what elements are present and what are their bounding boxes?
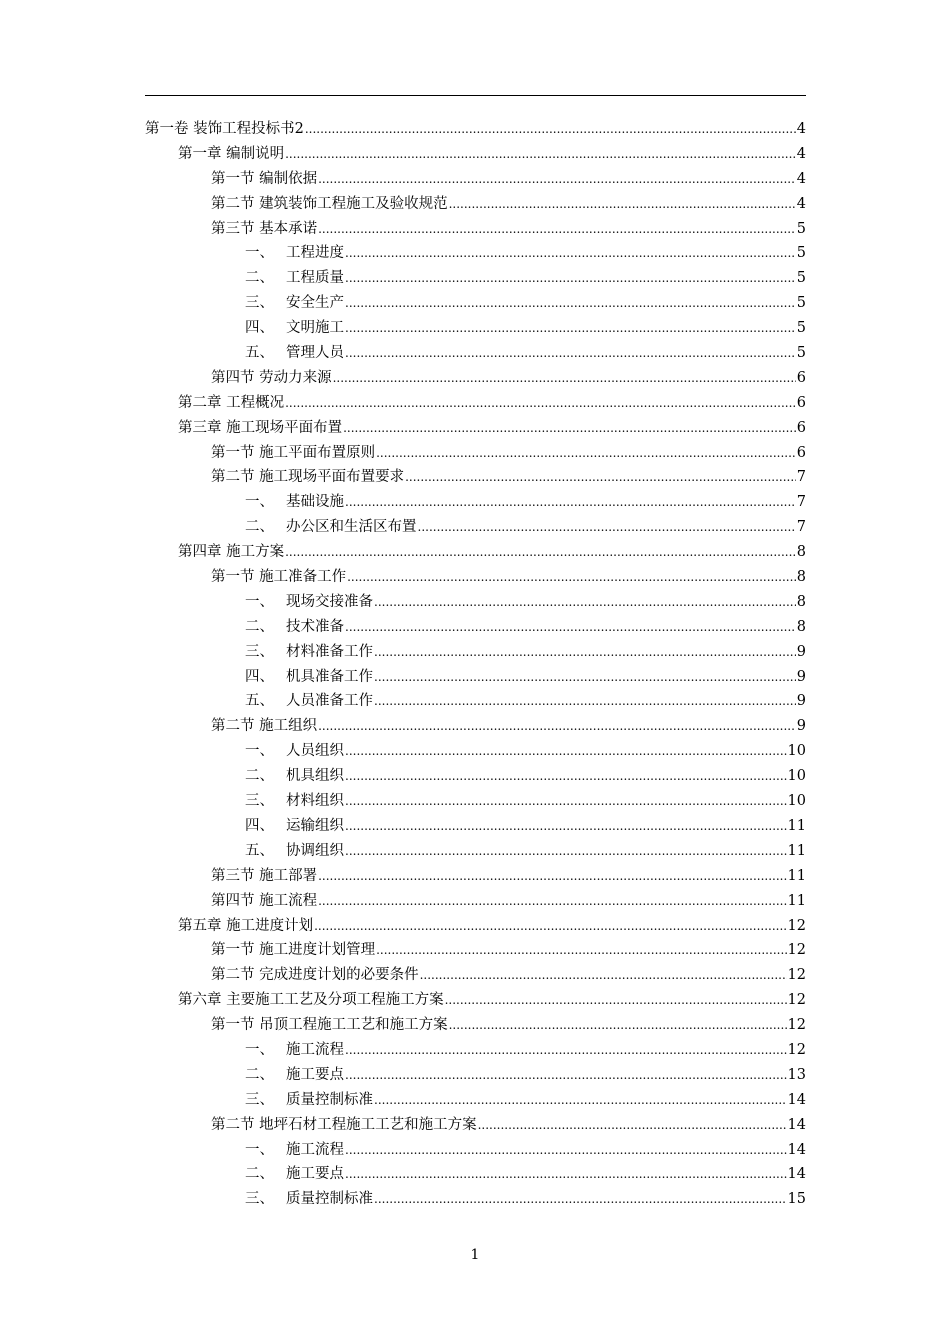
- toc-dot-leader: [374, 640, 796, 665]
- toc-entry-number: 三、: [245, 793, 274, 810]
- toc-entry-title: 第四节 劳动力来源: [211, 369, 332, 386]
- toc-entry[interactable]: [145, 117, 806, 142]
- header-rule: [145, 95, 806, 96]
- toc-entry-number: 一、: [245, 1041, 274, 1058]
- toc-dot-leader: [374, 1088, 787, 1113]
- toc-dot-leader: [318, 714, 796, 739]
- toc-entry-title: 文明施工: [286, 320, 344, 337]
- toc-dot-leader: [345, 1138, 787, 1163]
- toc-entry-page: 15: [787, 1191, 806, 1208]
- toc-entry-title: 工程质量: [286, 270, 344, 287]
- toc-entry-title: 第二章 工程概况: [178, 394, 285, 411]
- toc-entry-title: 协调组织: [286, 842, 344, 859]
- toc-entry[interactable]: [145, 1088, 806, 1113]
- toc-dot-leader: [345, 764, 787, 789]
- toc-entry-page: 9: [796, 643, 806, 660]
- toc-entry-page: 8: [796, 618, 806, 635]
- toc-entry-page: 10: [787, 768, 806, 785]
- toc-entry-number: 三、: [245, 643, 274, 660]
- toc-entry-page: 6: [796, 369, 806, 386]
- toc-entry-title: 施工要点: [286, 1066, 344, 1083]
- toc-entry[interactable]: [145, 192, 806, 217]
- toc-entry-page: 14: [787, 1141, 806, 1158]
- toc-entry-title: 基础设施: [286, 494, 344, 511]
- toc-entry-title: 第三节 施工部署: [211, 867, 318, 884]
- toc-entry-page: 10: [787, 793, 806, 810]
- toc-entry-title: 第一节 施工平面布置原则: [211, 444, 376, 461]
- toc-dot-leader: [345, 266, 796, 291]
- toc-dot-leader: [374, 689, 796, 714]
- toc-entry-title: 运输组织: [286, 817, 344, 834]
- toc-entry-title: 管理人员: [286, 345, 344, 362]
- toc-dot-leader: [345, 615, 796, 640]
- toc-entry-page: 12: [787, 942, 806, 959]
- toc-dot-leader: [449, 1013, 787, 1038]
- toc-entry-title: 第四节 施工流程: [211, 892, 318, 909]
- toc-entry-page: 5: [796, 345, 806, 362]
- toc-dot-leader: [418, 515, 796, 540]
- toc-entry-number: 一、: [245, 743, 274, 760]
- toc-entry-title: 人员准备工作: [286, 693, 373, 710]
- toc-dot-leader: [345, 814, 787, 839]
- toc-entry-title: 施工要点: [286, 1166, 344, 1183]
- toc-entry[interactable]: [145, 640, 806, 665]
- toc-entry[interactable]: [145, 789, 806, 814]
- toc-dot-leader: [345, 739, 787, 764]
- toc-entry-number: 一、: [245, 593, 274, 610]
- toc-entry[interactable]: [145, 490, 806, 515]
- toc-entry-title: 施工流程: [286, 1041, 344, 1058]
- toc-entry-title: 第三章 施工现场平面布置: [178, 419, 343, 436]
- toc-dot-leader: [285, 142, 796, 167]
- toc-dot-leader: [345, 490, 796, 515]
- toc-entry[interactable]: [145, 1063, 806, 1088]
- toc-entry-number: 二、: [245, 519, 274, 536]
- toc-entry-page: 4: [796, 121, 806, 137]
- toc-entry-title: 第二节 建筑装饰工程施工及验收规范: [211, 195, 448, 212]
- toc-entry[interactable]: [145, 416, 806, 441]
- toc-entry-number: 一、: [245, 1141, 274, 1158]
- toc-dot-leader: [318, 889, 786, 914]
- toc-entry-page: 7: [796, 469, 806, 486]
- toc-entry-title: 第一节 编制依据: [211, 170, 318, 187]
- toc-entry-page: 11: [787, 867, 806, 884]
- toc-entry-title: 材料组织: [286, 793, 344, 810]
- toc-entry[interactable]: [145, 665, 806, 690]
- toc-entry-page: 6: [796, 444, 806, 461]
- toc-entry-page: 4: [796, 195, 806, 212]
- toc-entry-page: 6: [796, 394, 806, 411]
- toc-entry[interactable]: [145, 1162, 806, 1187]
- toc-entry-title: 材料准备工作: [286, 643, 373, 660]
- toc-entry[interactable]: [145, 864, 806, 889]
- toc-entry[interactable]: [145, 714, 806, 739]
- toc-entry[interactable]: [145, 1038, 806, 1063]
- toc-entry-title: 第一节 施工进度计划管理: [211, 942, 376, 959]
- toc-entry-page: 5: [796, 245, 806, 262]
- toc-entry-number: 三、: [245, 1191, 274, 1208]
- toc-dot-leader: [376, 938, 786, 963]
- toc-entry-title: 第五章 施工进度计划: [178, 917, 314, 934]
- toc-dot-leader: [405, 465, 796, 490]
- toc-entry-number: 四、: [245, 668, 274, 685]
- toc-entry-title: 第六章 主要施工工艺及分项工程施工方案: [178, 992, 444, 1009]
- toc-entry[interactable]: [145, 515, 806, 540]
- toc-entry[interactable]: [145, 839, 806, 864]
- toc-dot-leader: [347, 565, 796, 590]
- toc-entry[interactable]: [145, 316, 806, 341]
- toc-dot-leader: [305, 117, 796, 142]
- toc-entry-title: 办公区和生活区布置: [286, 519, 417, 536]
- toc-entry-title: 技术准备: [286, 618, 344, 635]
- toc-entry-number: 五、: [245, 345, 274, 362]
- toc-entry-number: 一、: [245, 245, 274, 262]
- toc-entry-number: 四、: [245, 320, 274, 337]
- toc-entry[interactable]: [145, 217, 806, 242]
- toc-entry-title: 第二节 完成进度计划的必要条件: [211, 967, 419, 984]
- toc-entry-number: 五、: [245, 693, 274, 710]
- toc-dot-leader: [345, 341, 796, 366]
- toc-entry[interactable]: [145, 739, 806, 764]
- toc-dot-leader: [345, 1038, 787, 1063]
- toc-entry-page: 7: [796, 494, 806, 511]
- toc-entry-page: 8: [796, 569, 806, 586]
- toc-entry[interactable]: [145, 465, 806, 490]
- toc-entry-page: 14: [787, 1166, 806, 1183]
- toc-entry[interactable]: [145, 914, 806, 939]
- toc-entry-title: 第二节 施工现场平面布置要求: [211, 469, 405, 486]
- toc-entry[interactable]: [145, 540, 806, 565]
- toc-entry[interactable]: [145, 1187, 806, 1212]
- toc-entry-page: 12: [787, 992, 806, 1009]
- toc-dot-leader: [343, 416, 796, 441]
- toc-dot-leader: [345, 316, 796, 341]
- toc-entry-page: 8: [796, 544, 806, 561]
- toc-dot-leader: [449, 192, 796, 217]
- toc-entry-title: 第一卷 装饰工程投标书2: [145, 121, 304, 137]
- toc-entry[interactable]: [145, 938, 806, 963]
- toc-dot-leader: [345, 241, 796, 266]
- toc-entry[interactable]: [145, 963, 806, 988]
- toc-entry-page: 7: [796, 519, 806, 536]
- toc-entry[interactable]: [145, 615, 806, 640]
- toc-entry-page: 10: [787, 743, 806, 760]
- toc-entry-title: 施工流程: [286, 1141, 344, 1158]
- toc-entry[interactable]: [145, 565, 806, 590]
- toc-entry-title: 第三节 基本承诺: [211, 220, 318, 237]
- toc-entry[interactable]: [145, 590, 806, 615]
- toc-entry-title: 第一节 吊顶工程施工工艺和施工方案: [211, 1017, 448, 1034]
- toc-dot-leader: [374, 665, 796, 690]
- toc-entry-page: 5: [796, 270, 806, 287]
- toc-entry[interactable]: [145, 689, 806, 714]
- toc-entry[interactable]: [145, 814, 806, 839]
- toc-dot-leader: [420, 963, 787, 988]
- toc-dot-leader: [345, 291, 796, 316]
- toc-dot-leader: [345, 839, 787, 864]
- table-of-contents: [145, 117, 806, 1212]
- toc-entry-number: 二、: [245, 1066, 274, 1083]
- toc-dot-leader: [333, 366, 796, 391]
- toc-entry[interactable]: [145, 167, 806, 192]
- toc-entry-page: 8: [796, 593, 806, 610]
- toc-entry-page: 6: [796, 419, 806, 436]
- toc-entry-title: 第四章 施工方案: [178, 544, 285, 561]
- toc-dot-leader: [345, 1063, 787, 1088]
- toc-dot-leader: [374, 1187, 787, 1212]
- toc-entry-page: 11: [787, 817, 806, 834]
- toc-entry[interactable]: [145, 988, 806, 1013]
- toc-entry-title: 第一节 施工准备工作: [211, 569, 347, 586]
- toc-entry-page: 13: [787, 1066, 806, 1083]
- toc-entry-page: 12: [787, 1017, 806, 1034]
- toc-entry-page: 9: [796, 693, 806, 710]
- toc-entry-title: 工程进度: [286, 245, 344, 262]
- toc-dot-leader: [318, 167, 796, 192]
- toc-entry[interactable]: [145, 441, 806, 466]
- toc-dot-leader: [478, 1113, 787, 1138]
- toc-entry[interactable]: [145, 1113, 806, 1138]
- toc-entry-page: 11: [787, 842, 806, 859]
- toc-dot-leader: [314, 914, 786, 939]
- toc-dot-leader: [318, 864, 786, 889]
- toc-dot-leader: [445, 988, 787, 1013]
- toc-entry-page: 14: [787, 1116, 806, 1133]
- toc-entry-title: 人员组织: [286, 743, 344, 760]
- toc-dot-leader: [374, 590, 796, 615]
- toc-entry-page: 14: [787, 1091, 806, 1108]
- toc-entry-number: 二、: [245, 1166, 274, 1183]
- toc-entry-number: 二、: [245, 768, 274, 785]
- toc-entry[interactable]: [145, 764, 806, 789]
- toc-entry-title: 机具准备工作: [286, 668, 373, 685]
- toc-entry-title: 第二节 地坪石材工程施工工艺和施工方案: [211, 1116, 477, 1133]
- toc-entry-page: 9: [796, 718, 806, 735]
- toc-entry-page: 12: [787, 1041, 806, 1058]
- toc-entry-title: 第二节 施工组织: [211, 718, 318, 735]
- toc-entry-title: 安全生产: [286, 295, 344, 312]
- toc-dot-leader: [285, 391, 796, 416]
- toc-entry-number: 二、: [245, 270, 274, 287]
- toc-dot-leader: [318, 217, 796, 242]
- toc-dot-leader: [345, 1162, 787, 1187]
- toc-entry[interactable]: [145, 889, 806, 914]
- toc-entry[interactable]: [145, 266, 806, 291]
- toc-entry-page: 12: [787, 917, 806, 934]
- toc-entry[interactable]: [145, 241, 806, 266]
- toc-entry-title: 第一章 编制说明: [178, 145, 285, 162]
- toc-entry[interactable]: [145, 366, 806, 391]
- toc-entry[interactable]: [145, 142, 806, 167]
- toc-entry[interactable]: [145, 1013, 806, 1038]
- toc-entry[interactable]: [145, 391, 806, 416]
- toc-dot-leader: [285, 540, 796, 565]
- toc-entry-number: 三、: [245, 1091, 274, 1108]
- toc-entry-title: 机具组织: [286, 768, 344, 785]
- toc-entry-page: 5: [796, 320, 806, 337]
- toc-entry-title: 质量控制标准: [286, 1191, 373, 1208]
- toc-entry-page: 4: [796, 170, 806, 187]
- toc-entry-page: 5: [796, 220, 806, 237]
- toc-entry-page: 4: [796, 145, 806, 162]
- toc-entry-page: 5: [796, 295, 806, 312]
- toc-entry-number: 二、: [245, 618, 274, 635]
- toc-entry[interactable]: [145, 291, 806, 316]
- toc-entry-number: 五、: [245, 842, 274, 859]
- toc-dot-leader: [376, 441, 796, 466]
- toc-entry-number: 一、: [245, 494, 274, 511]
- toc-entry-title: 质量控制标准: [286, 1091, 373, 1108]
- toc-entry[interactable]: [145, 1138, 806, 1163]
- toc-entry-number: 三、: [245, 295, 274, 312]
- toc-entry-page: 11: [787, 892, 806, 909]
- toc-dot-leader: [345, 789, 787, 814]
- page-number: 1: [470, 1247, 480, 1263]
- toc-entry-page: 9: [796, 668, 806, 685]
- toc-entry[interactable]: [145, 341, 806, 366]
- toc-entry-number: 四、: [245, 817, 274, 834]
- toc-entry-page: 12: [787, 967, 806, 984]
- toc-entry-title: 现场交接准备: [286, 593, 373, 610]
